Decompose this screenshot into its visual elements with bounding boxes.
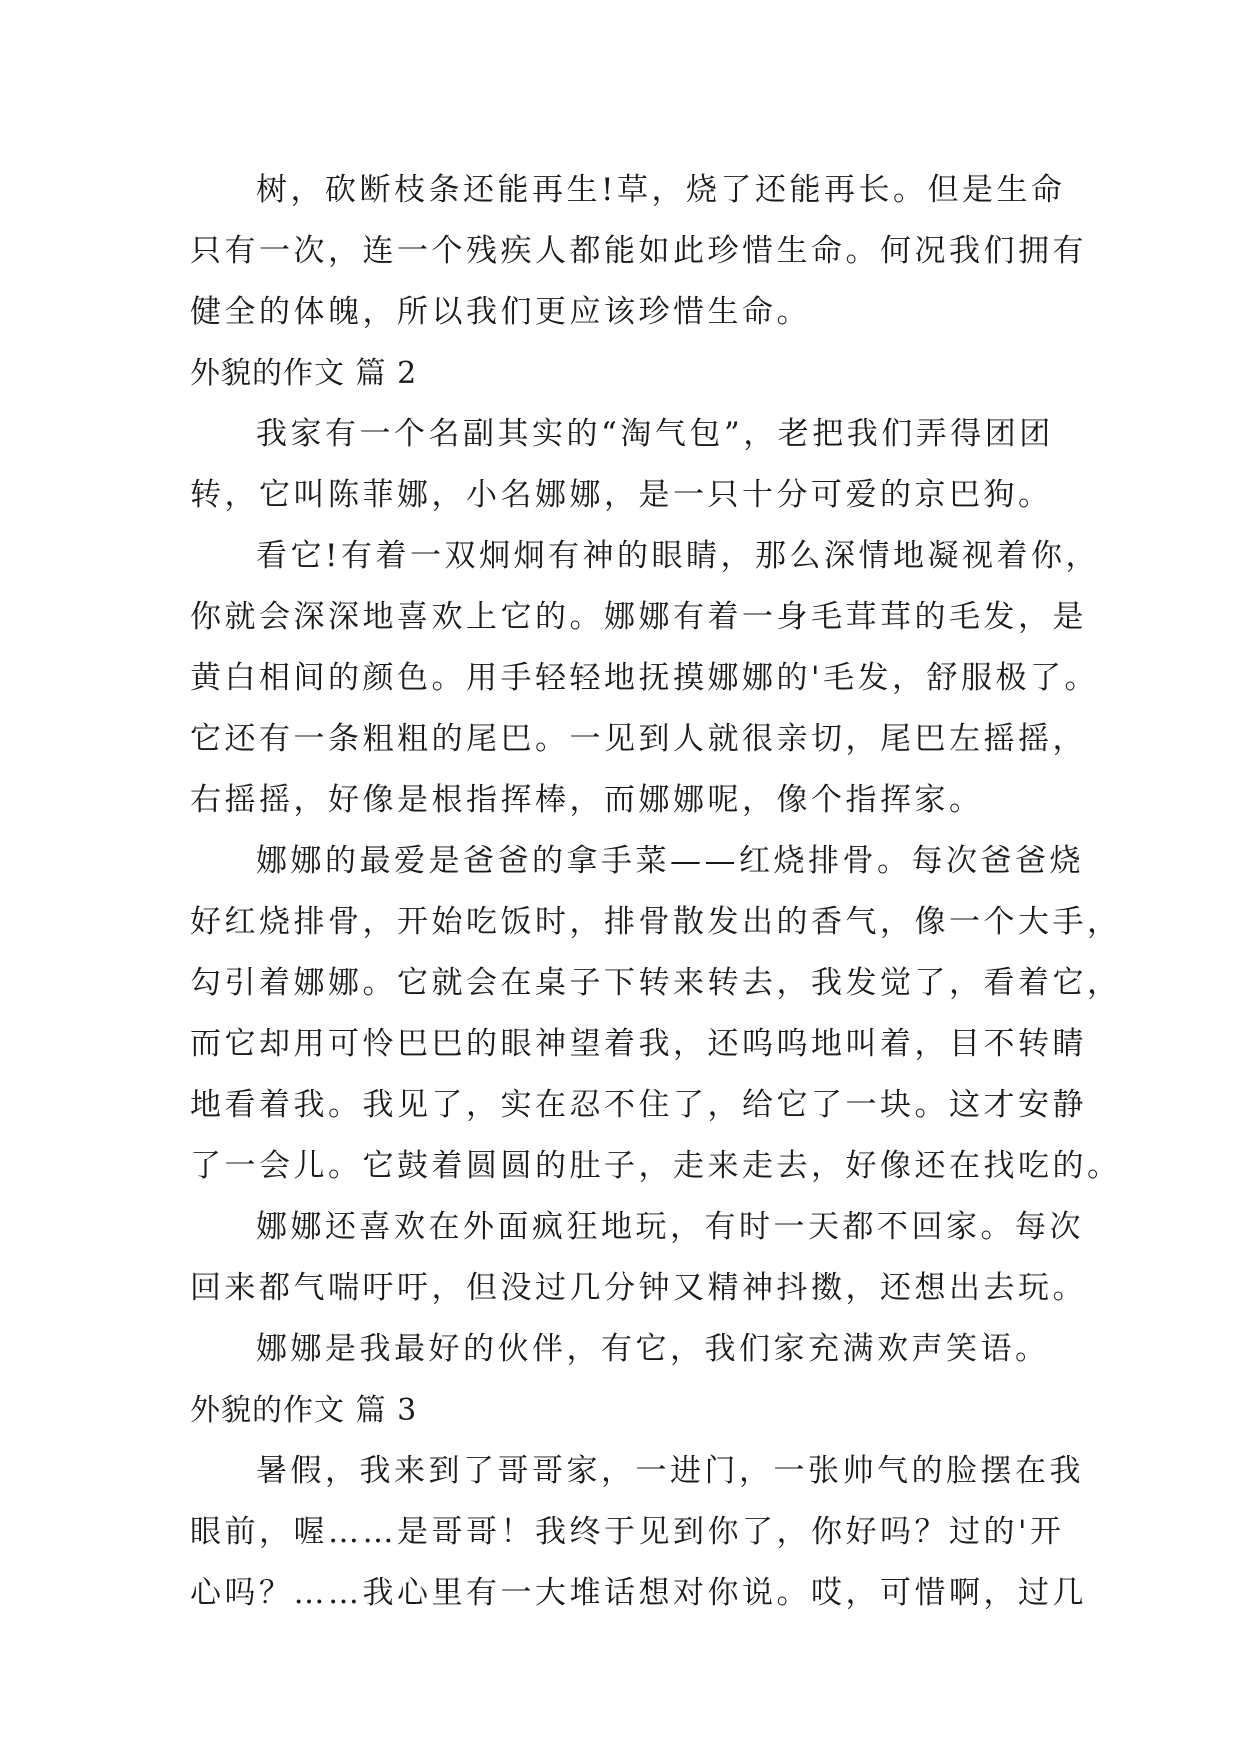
text-line: 黄白相间的颜色。用手轻轻地抚摸娜娜的'毛发，舒服极了。 [190,660,1100,696]
text-line: 回来都气喘吁吁，但没过几分钟又精神抖擞，还想出去玩。 [190,1270,1087,1306]
text-line: 树，砍断枝条还能再生!草，烧了还能再长。但是生命 [256,172,1066,208]
text-line: 只有一次，连一个残疾人都能如此珍惜生命。何况我们拥有 [190,233,1087,269]
text-line: 而它却用可怜巴巴的眼神望着我，还呜呜地叫着，目不转睛 [190,1026,1087,1062]
document-body [190,160,1122,1624]
text-line: 你就会深深地喜欢上它的。娜娜有着一身毛茸茸的毛发，是 [190,599,1087,635]
text-line: 暑假，我来到了哥哥家，一进门，一张帅气的脸摆在我 [256,1453,1084,1489]
text-line: 右摇摇，好像是根指挥棒，而娜娜呢，像个指挥家。 [190,782,984,818]
text-line: 娜娜还喜欢在外面疯狂地玩，有时一天都不回家。每次 [256,1209,1084,1245]
text-line: 心吗？……我心里有一大堆话想对你说。哎，可惜啊，过几 [190,1575,1087,1611]
text-line: 娜娜是我最好的伙伴，有它，我们家充满欢声笑语。 [256,1331,1050,1367]
text-line: 我家有一个名副其实的“淘气包”，老把我们弄得团团 [256,416,1054,452]
section-heading: 外貌的作文 篇 2 [190,356,418,391]
text-line: 勾引着娜娜。它就会在桌子下转来转去，我发觉了，看着它， [190,965,1122,1001]
section-heading: 外貌的作文 篇 3 [190,1393,418,1428]
text-line: 好红烧排骨，开始吃饭时，排骨散发出的香气，像一个大手， [190,904,1122,940]
text-line: 健全的体魄，所以我们更应该珍惜生命。 [190,294,811,330]
text-line: 了一会儿。它鼓着圆圆的肚子，走来走去，好像还在找吃的。 [190,1148,1122,1184]
text-line: 转，它叫陈菲娜，小名娜娜，是一只十分可爱的京巴狗。 [190,477,1053,513]
text-line: 它还有一条粗粗的尾巴。一见到人就很亲切，尾巴左摇摇， [190,721,1087,757]
text-line: 娜娜的最爱是爸爸的拿手菜——红烧排骨。每次爸爸烧 [256,843,1084,879]
text-line: 地看着我。我见了，实在忍不住了，给它了一块。这才安静 [190,1087,1087,1123]
text-line: 眼前，喔……是哥哥！我终于见到你了，你好吗？过的'开 [190,1514,1065,1550]
text-line: 看它!有着一双炯炯有神的眼睛，那么深情地凝视着你， [256,538,1100,574]
